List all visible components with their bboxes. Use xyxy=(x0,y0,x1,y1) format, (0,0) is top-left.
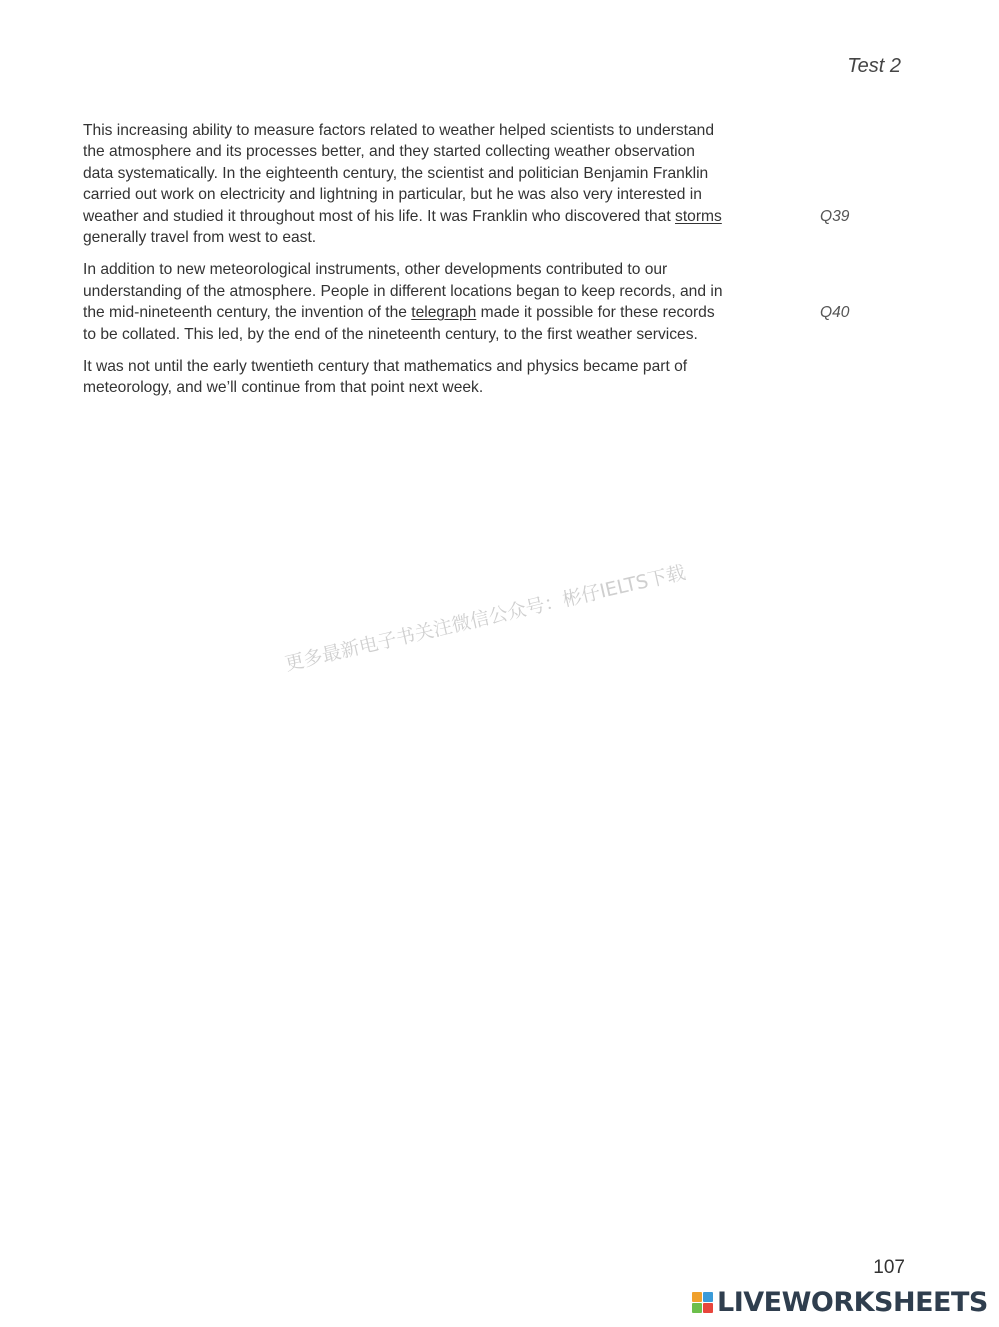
text-line: data systematically. In the eighteenth century, the scientist and politician Benjamin Franklin xyxy=(83,164,709,182)
text-line-q39 xyxy=(83,206,850,227)
liveworksheets-logo xyxy=(692,1287,988,1317)
paragraph-2 xyxy=(83,259,883,345)
answer-storms: storms xyxy=(675,207,722,225)
logo-square xyxy=(703,1303,713,1313)
text-line: In addition to new meteorological instruments, other developments contributed to our xyxy=(83,261,668,279)
question-label-q39: Q39 xyxy=(820,207,850,225)
paragraph-1 xyxy=(83,120,883,248)
logo-square xyxy=(703,1292,713,1302)
text-line-q40 xyxy=(83,302,850,323)
liveworksheets-mark-icon xyxy=(692,1292,713,1313)
answer-telegraph: telegraph xyxy=(411,304,477,322)
text-line: carried out work on electricity and lightning in particular, but he was also very interested in xyxy=(83,186,702,204)
watermark: 更多最新电子书关注微信公众号：彬仔IELTS下载 xyxy=(282,561,688,676)
text-line: meteorology, and we’ll continue from that point next week. xyxy=(83,379,484,397)
text-line: This increasing ability to measure factors related to weather helped scientists to understand xyxy=(83,122,715,139)
text-segment: weather and studied it throughout most of his life. It was Franklin who discovered that xyxy=(83,207,676,225)
page-number: 107 xyxy=(873,1257,905,1278)
logo-square xyxy=(692,1303,702,1313)
test-label: Test 2 xyxy=(847,55,901,77)
text-line: the atmosphere and its processes better, and they started collecting weather observation xyxy=(83,143,695,161)
question-label-q40: Q40 xyxy=(820,304,850,322)
text-segment: made it possible for these records xyxy=(476,304,715,322)
text-line: It was not until the early twentieth century that mathematics and physics became part of xyxy=(83,357,688,375)
brand-name: LIVEWORKSHEETS xyxy=(717,1286,988,1318)
text-line: to be collated. This led, by the end of the nineteenth century, to the first weather services. xyxy=(83,325,698,343)
text-line: generally travel from west to east. xyxy=(83,228,317,246)
text-segment: the mid-nineteenth century, the invention of the xyxy=(83,304,412,322)
paragraph-3 xyxy=(83,356,883,399)
transcript-body xyxy=(83,120,883,410)
text-line: understanding of the atmosphere. People in different locations began to keep records, and in xyxy=(83,282,723,300)
logo-square xyxy=(692,1292,702,1302)
